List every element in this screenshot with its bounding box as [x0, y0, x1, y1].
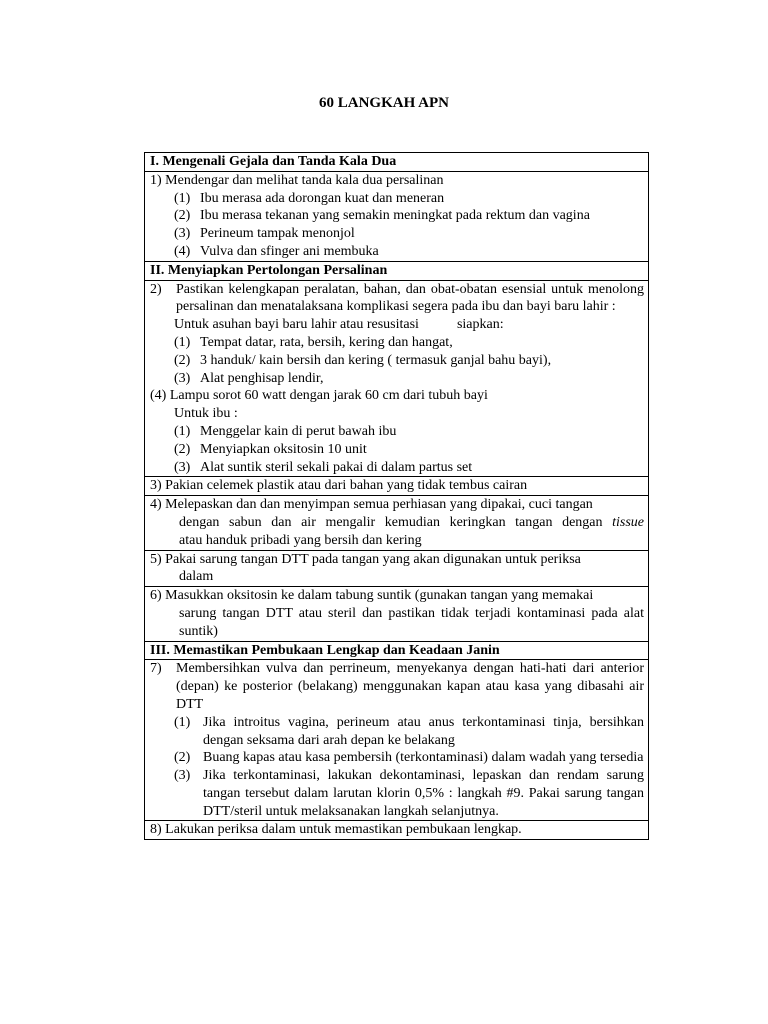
step-4 [145, 496, 649, 550]
step-7-sub-2: (2) Buang kapas atau kasa pembersih (terkontaminasi) dalam wadah yang tersedia [174, 750, 644, 766]
step-2-ibu-3: (3) Alat suntik steril sekali pakai di dalam partus set [174, 459, 473, 475]
step-2-lampu: (4) Lampu sorot 60 watt dengan jarak 60 cm dari tubuh bayi [150, 388, 488, 404]
page-title: 60 LANGKAH APN [318, 95, 449, 111]
step-2-bayi-intro: Untuk asuhan bayi baru lahir atau resusitasi siapkan: [174, 317, 504, 333]
step-7-sub-3: (3) Jika terkontaminasi, lakukan dekontaminasi, lepaskan dan rendam sarung tangan tersebut dalam larutan klorin 0,5% : langkah #9. Pakai sarung tangan DTT/steril untuk melaksanakan langkah selanjutnya. [174, 768, 644, 819]
step-2 [145, 280, 649, 477]
step-2-bayi-2: (2) 3 handuk/ kain bersih dan kering ( termasuk ganjal bahu bayi), [174, 352, 552, 368]
step-5-line-2: dalam [179, 569, 214, 585]
step-7-main: 7) Membersihkan vulva dan perrineum, menyekanya dengan hati-hati dari anterior (depan) ke posterior (belakang) menggunakan kapan atau kasa yang dibasahi air DTT [150, 661, 644, 712]
section-heading-3: III. Memastikan Pembukaan Lengkap dan Keadaan Janin [145, 641, 649, 660]
step-3: 3) Pakian celemek plastik atau dari bahan yang tidak tembus cairan [145, 477, 649, 496]
step-1-sub-3: (3) Perineum tampak menonjol [174, 226, 355, 242]
step-row [145, 550, 649, 587]
step-row [145, 171, 649, 261]
step-row [145, 821, 649, 840]
step-2-bayi-3: (3) Alat penghisap lendir, [174, 370, 324, 386]
step-7 [145, 660, 649, 821]
step-1 [145, 171, 649, 261]
section-heading-2: II. Menyiapkan Pertolongan Persalinan [145, 261, 649, 280]
step-1-main: 1) Mendengar dan melihat tanda kala dua persalinan [150, 172, 444, 188]
step-4-line-1: 4) Melepaskan dan dan menyimpan semua perhiasan yang dipakai, cuci tangan [150, 497, 593, 513]
step-8: 8) Lakukan periksa dalam untuk memastikan pembukaan lengkap. [145, 821, 649, 840]
section-heading-1: I. Mengenali Gejala dan Tanda Kala Dua [145, 153, 649, 172]
step-row [145, 280, 649, 477]
step-row [145, 496, 649, 550]
step-2-bayi-1: (1) Tempat datar, rata, bersih, kering dan hangat, [174, 334, 453, 350]
step-row [145, 660, 649, 821]
step-5 [145, 550, 649, 587]
step-7-sub-1: (1) Jika introitus vagina, perineum atau anus terkontaminasi tinja, bersihkan dengan seksama dari arah depan ke belakang [174, 714, 644, 748]
step-6-line-2: sarung tangan DTT atau steril dan pastikan tidak terjadi kontaminasi pada alat suntik) [179, 605, 644, 639]
section-row [145, 261, 649, 280]
step-2-ibu-1: (1) Menggelar kain di perut bawah ibu [174, 423, 397, 439]
step-1-sub-1: (1) Ibu merasa ada dorongan kuat dan meneran [174, 190, 445, 206]
step-4-line-3: atau handuk pribadi yang bersih dan kering [179, 532, 422, 548]
section-row [145, 641, 649, 660]
apn-steps-table [144, 152, 649, 840]
step-2-main: 2) Pastikan kelengkapan peralatan, bahan, dan obat-obatan esensial untuk menolong persalinan dan menatalaksana komplikasi segera pada ibu dan bayi baru lahir : [150, 281, 644, 315]
step-4-line-2: dengan sabun dan air mengalir kemudian keringkan tangan dengan tissue [179, 514, 644, 530]
section-row [145, 153, 649, 172]
step-2-ibu-intro: Untuk ibu : [174, 406, 238, 422]
step-1-sub-4: (4) Vulva dan sfinger ani membuka [174, 243, 379, 259]
step-6 [145, 587, 649, 641]
step-row [145, 477, 649, 496]
step-2-ibu-2: (2) Menyiapkan oksitosin 10 unit [174, 441, 367, 457]
step-1-sub-2: (2) Ibu merasa tekanan yang semakin meningkat pada rektum dan vagina [174, 208, 590, 224]
tissue-term: tissue [612, 514, 644, 530]
step-6-line-1: 6) Masukkan oksitosin ke dalam tabung suntik (gunakan tangan yang memakai [150, 588, 594, 604]
step-row [145, 587, 649, 641]
step-5-line-1: 5) Pakai sarung tangan DTT pada tangan yang akan digunakan untuk periksa [150, 551, 581, 567]
